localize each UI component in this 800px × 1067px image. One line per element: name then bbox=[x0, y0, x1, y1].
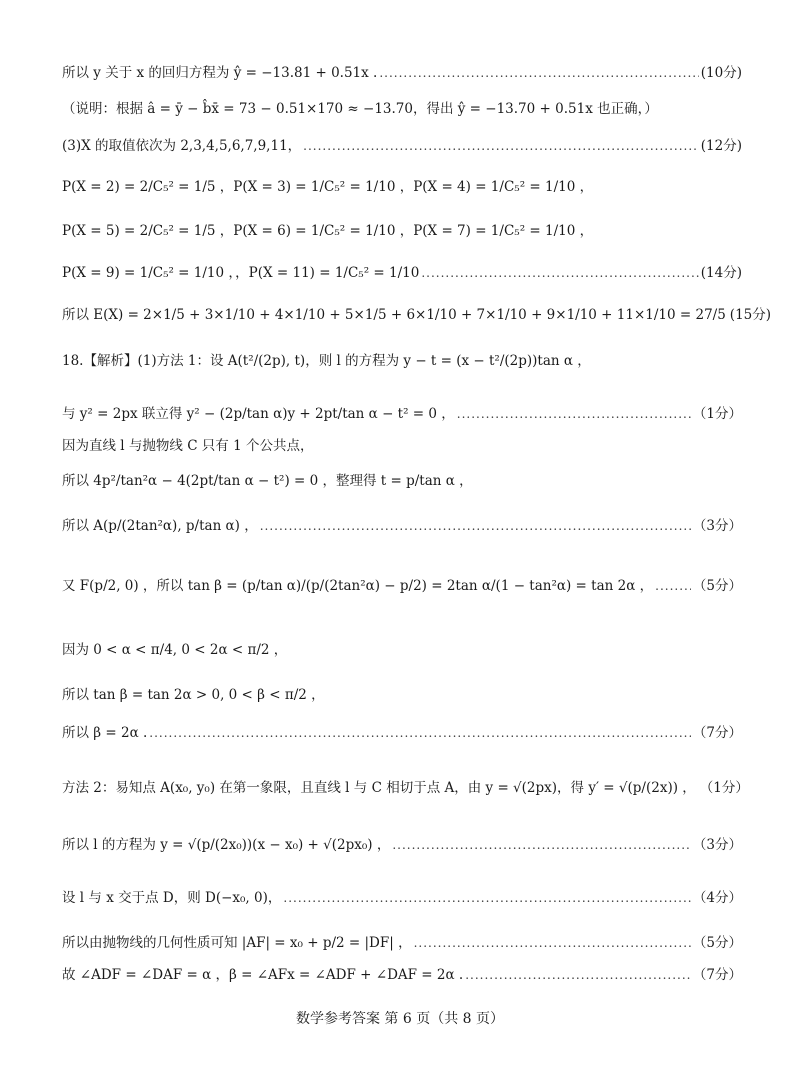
dot-leader bbox=[414, 934, 691, 952]
score-mark: （4分） bbox=[692, 890, 742, 906]
line-tan-beta: 又 F(p/2, 0) ，所以 tan β = (p/tan α)/(p/(2tan²α) − p/2) = 2tan α/(1 − tan²α) = tan 2α ， ..... （5分） bbox=[62, 577, 742, 595]
score-mark: （7分） bbox=[692, 725, 742, 741]
line-geometric-property: 所以由抛物线的几何性质可知 |AF| = x₀ + p/2 = |DF| ， ..... （5分） bbox=[62, 934, 742, 952]
line-alpha-range: 因为 0 < α < π/4, 0 < 2α < π/2 ， bbox=[62, 642, 288, 658]
dot-leader bbox=[303, 137, 699, 155]
score-mark: (15分) bbox=[729, 307, 772, 323]
score-mark: （1分） bbox=[692, 406, 742, 422]
line-beta-range: 所以 tan β = tan 2α > 0, 0 < β < π/2 ， bbox=[62, 687, 325, 703]
line-beta-conclusion: 所以 β = 2α . ..... （7分） bbox=[62, 724, 742, 742]
dot-leader bbox=[260, 517, 691, 535]
dot-leader bbox=[149, 724, 691, 742]
line-discriminant: 所以 4p²/tan²α − 4(2pt/tan α − t²) = 0 ，整理得 t = p/tan α ， bbox=[62, 473, 473, 489]
dot-leader bbox=[421, 264, 698, 282]
dot-leader bbox=[465, 966, 691, 984]
line-one-common-point: 因为直线 l 与抛物线 C 只有 1 个公共点， bbox=[62, 438, 314, 454]
dot-leader bbox=[379, 64, 698, 82]
line-x-values: (3)X 的取值依次为 2,3,4,5,6,7,9,11， ..... (12分) bbox=[62, 137, 742, 155]
line-prob-1: P(X = 2) = 2/C₅² = 1/5 ，P(X = 3) = 1/C₅² = 1/10 ，P(X = 4) = 1/C₅² = 1/10 ， bbox=[62, 179, 594, 195]
dot-leader bbox=[457, 405, 691, 423]
line-q18-method1: 18.【解析】(1)方法 1：设 A(t²/(2p), t)，则 l 的方程为 y − t = (x − t²/(2p))tan α ， bbox=[62, 353, 591, 369]
line-expectation: 所以 E(X) = 2×1/5 + 3×1/10 + 4×1/10 + 5×1/5 + 6×1/10 + 7×1/10 + 9×1/10 + 11×1/10 = 27/5 (15分) bbox=[62, 307, 772, 323]
line-simultaneous: 与 y² = 2px 联立得 y² − (2p/tan α)y + 2pt/tan α − t² = 0 ， ..... （1分） bbox=[62, 405, 742, 423]
dot-leader bbox=[283, 889, 691, 907]
line-tangent-equation: 所以 l 的方程为 y = √(p/(2x₀))(x − x₀) + √(2px₀) ， ..... （3分） bbox=[62, 836, 742, 854]
line-regression-equation: 所以 y 关于 x 的回归方程为 ŷ = −13.81 + 0.51x . ..... (10分) bbox=[62, 64, 742, 82]
score-mark: (10分) bbox=[700, 65, 742, 81]
dot-leader bbox=[655, 577, 691, 595]
line-note: （说明：根据 â = ȳ − b̂x̄ = 73 − 0.51×170 ≈ −13.70，得出 ŷ = −13.70 + 0.51x 也正确，） bbox=[62, 101, 658, 117]
score-mark: （3分） bbox=[692, 518, 742, 534]
line-prob-3: P(X = 9) = 1/C₅² = 1/10 ，，P(X = 11) = 1/C₅² = 1/10 ..... (14分) bbox=[62, 264, 742, 282]
page-footer: 数学参考答案 第 6 页（共 8 页） bbox=[295, 1011, 505, 1027]
score-mark: （3分） bbox=[692, 837, 742, 853]
line-prob-2: P(X = 5) = 2/C₅² = 1/5 ，P(X = 6) = 1/C₅² = 1/10 ，P(X = 7) = 1/C₅² = 1/10 ， bbox=[62, 223, 594, 239]
score-mark: （5分） bbox=[692, 935, 742, 951]
dot-leader bbox=[392, 836, 691, 854]
line-method2: 方法 2：易知点 A(x₀, y₀) 在第一象限，且直线 l 与 C 相切于点 A，由 y = √(2px)，得 y′ = √(p/(2x)) ， （1分） bbox=[62, 780, 749, 796]
score-mark: （7分） bbox=[692, 967, 742, 983]
line-angle-conclusion: 故 ∠ADF = ∠DAF = α ，β = ∠AFx = ∠ADF + ∠DAF = 2α . ..... （7分） bbox=[62, 966, 742, 984]
score-mark: (12分) bbox=[700, 138, 742, 154]
score-mark: (14分) bbox=[700, 265, 742, 281]
line-point-a: 所以 A(p/(2tan²α), p/tan α) ， ..... （3分） bbox=[62, 517, 742, 535]
score-mark: （1分） bbox=[699, 780, 749, 796]
line-point-d: 设 l 与 x 交于点 D，则 D(−x₀, 0)， ..... （4分） bbox=[62, 889, 742, 907]
score-mark: （5分） bbox=[692, 578, 742, 594]
